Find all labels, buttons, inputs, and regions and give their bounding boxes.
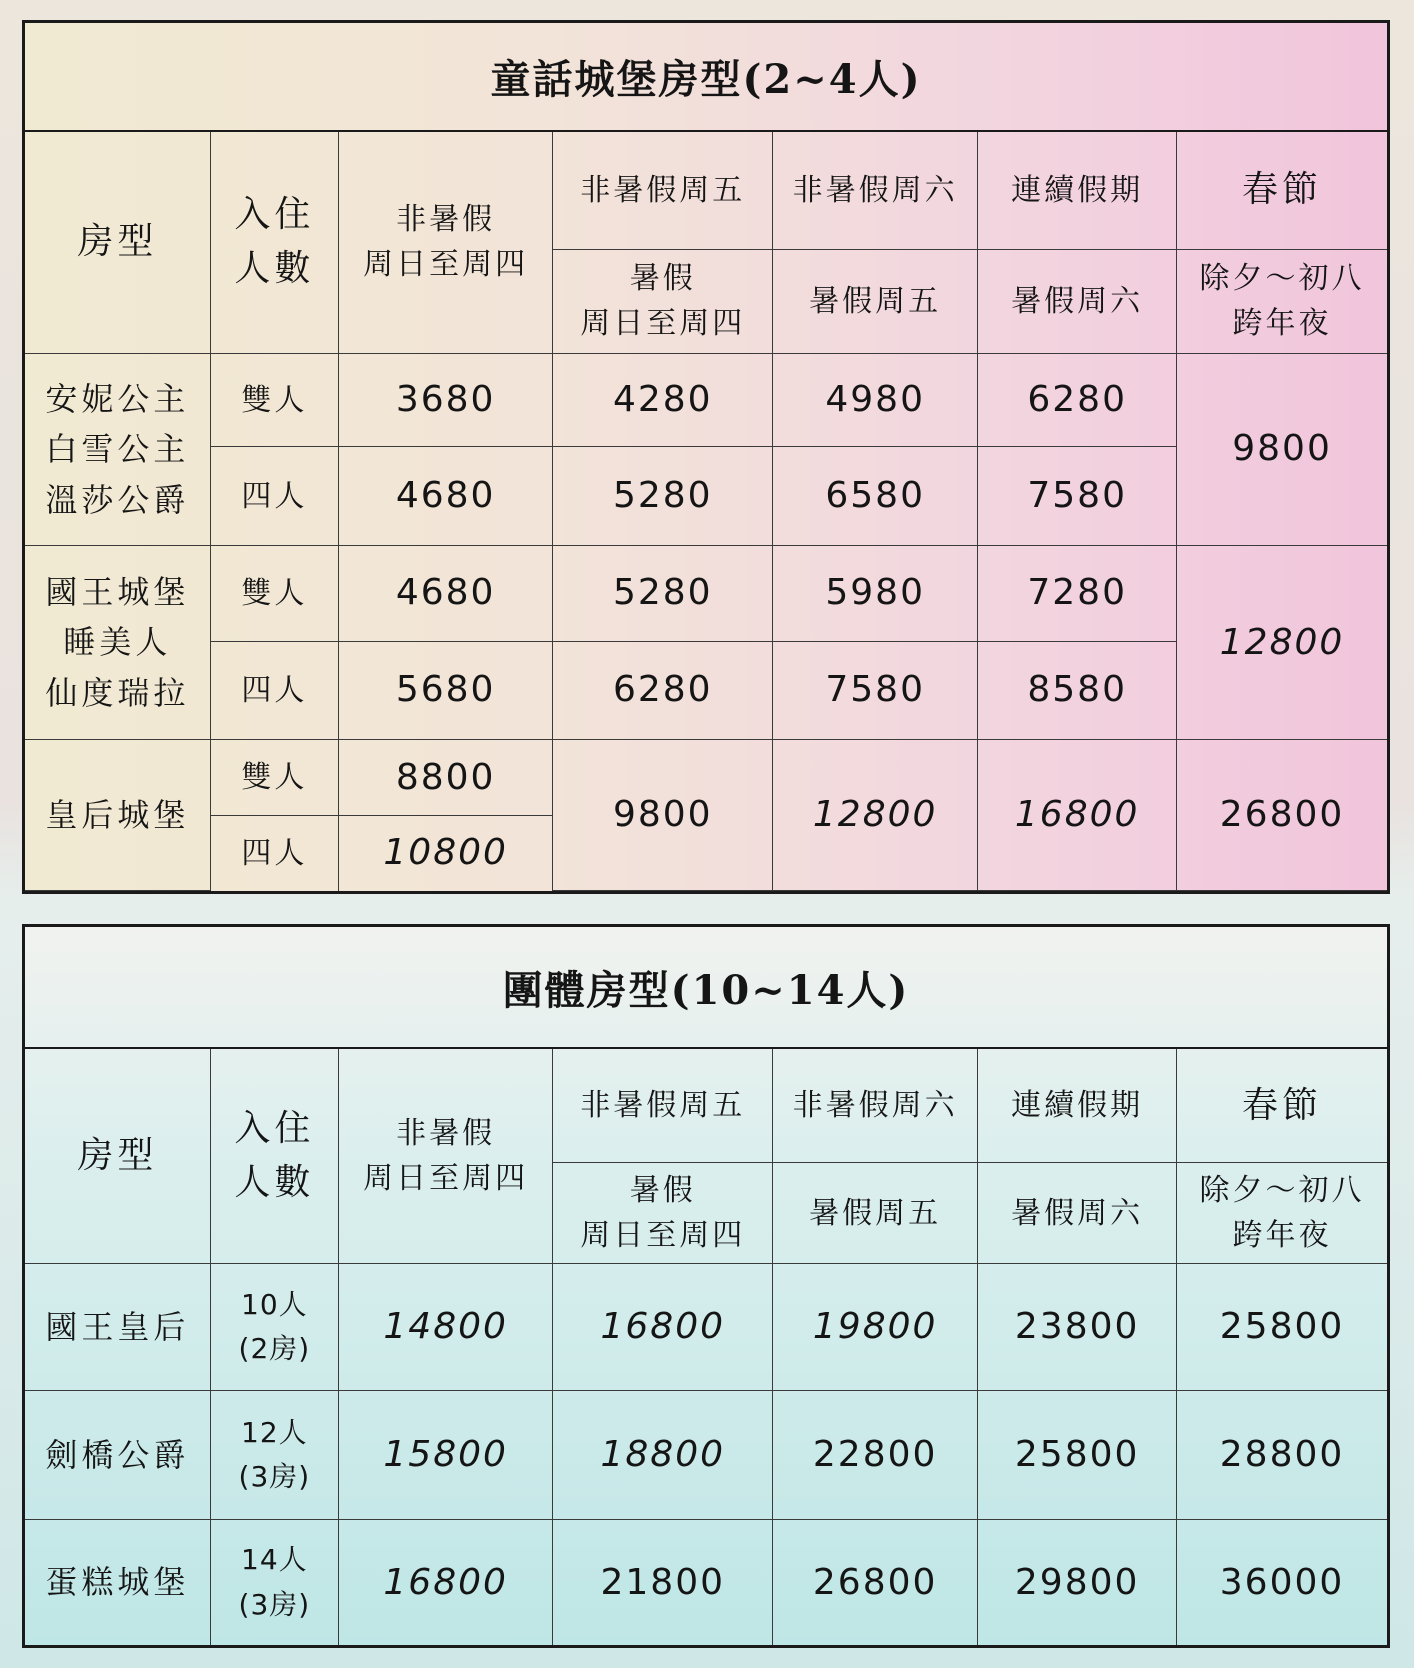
header-occupancy: 入住 人數 [210, 1048, 338, 1264]
room-name: 劍橋公爵 [25, 1391, 210, 1520]
occupancy: 雙人 [210, 546, 338, 642]
price: 5280 [553, 447, 773, 546]
table-row [25, 1520, 1387, 1645]
header-summer-friday: 暑假周五 [773, 1163, 978, 1264]
table-row [25, 1264, 1387, 1391]
price: 7280 [978, 546, 1177, 642]
header-occupancy: 入住 人數 [210, 131, 338, 353]
section-title: 團體房型(10~14人) [502, 966, 910, 1014]
price: 25800 [978, 1391, 1177, 1520]
price-spring-festival: 12800 [1177, 546, 1387, 740]
occupancy: 四人 [210, 641, 338, 740]
header-new-year: 除夕～初八 跨年夜 [1177, 249, 1387, 353]
section-title: 童話城堡房型(2~4人) [490, 56, 922, 103]
price: 28800 [1177, 1391, 1387, 1520]
price: 4980 [773, 353, 978, 447]
price-spring-festival: 9800 [1177, 353, 1387, 545]
price: 18800 [553, 1391, 773, 1520]
price: 19800 [773, 1264, 978, 1391]
price: 10800 [338, 816, 553, 891]
room-name: 國王皇后 [25, 1264, 210, 1391]
header-spring-festival: 春節 [1177, 131, 1387, 249]
price: 6280 [978, 353, 1177, 447]
occupancy: 10人 (2房) [210, 1264, 338, 1391]
header-summer-weekday: 暑假 周日至周四 [553, 249, 773, 353]
price-spring-festival: 26800 [1177, 740, 1387, 891]
occupancy: 雙人 [210, 353, 338, 447]
price: 12800 [773, 740, 978, 891]
price: 5980 [773, 546, 978, 642]
header-saturday: 非暑假周六 [773, 1048, 978, 1163]
price: 8580 [978, 641, 1177, 740]
header-room-type: 房型 [25, 131, 210, 353]
price: 25800 [1177, 1264, 1387, 1391]
price: 4680 [338, 447, 553, 546]
room-name: 蛋糕城堡 [25, 1520, 210, 1645]
occupancy: 四人 [210, 816, 338, 891]
occupancy: 14人 (3房) [210, 1520, 338, 1645]
price-grid [25, 130, 1387, 891]
header-long-holiday: 連續假期 [978, 1048, 1177, 1163]
price: 5680 [338, 641, 553, 740]
price-grid [25, 1047, 1387, 1645]
price: 15800 [338, 1391, 553, 1520]
price: 9800 [553, 740, 773, 891]
table-row [25, 740, 1387, 816]
price: 7580 [978, 447, 1177, 546]
header-summer-friday: 暑假周五 [773, 249, 978, 353]
header-weekday: 非暑假 周日至周四 [338, 131, 553, 353]
price: 4680 [338, 546, 553, 642]
header-summer-saturday: 暑假周六 [978, 249, 1177, 353]
header-summer-weekday: 暑假 周日至周四 [553, 1163, 773, 1264]
price: 14800 [338, 1264, 553, 1391]
occupancy: 12人 (3房) [210, 1391, 338, 1520]
table-row [25, 353, 1387, 447]
price: 16800 [978, 740, 1177, 891]
price: 16800 [338, 1520, 553, 1645]
price: 5280 [553, 546, 773, 642]
price: 21800 [553, 1520, 773, 1645]
price: 6580 [773, 447, 978, 546]
header-summer-saturday: 暑假周六 [978, 1163, 1177, 1264]
occupancy: 雙人 [210, 740, 338, 816]
table-row [25, 1391, 1387, 1520]
header-friday: 非暑假周五 [553, 1048, 773, 1163]
price: 8800 [338, 740, 553, 816]
occupancy: 四人 [210, 447, 338, 546]
header-saturday: 非暑假周六 [773, 131, 978, 249]
header-weekday: 非暑假 周日至周四 [338, 1048, 553, 1264]
price: 6280 [553, 641, 773, 740]
group-rooms-price-table [22, 924, 1390, 1648]
price: 23800 [978, 1264, 1177, 1391]
room-names: 安妮公主 白雪公主 溫莎公爵 [25, 353, 210, 545]
price: 3680 [338, 353, 553, 447]
price: 26800 [773, 1520, 978, 1645]
header-spring-festival: 春節 [1177, 1048, 1387, 1163]
price: 36000 [1177, 1520, 1387, 1645]
price: 16800 [553, 1264, 773, 1391]
header-friday: 非暑假周五 [553, 131, 773, 249]
header-new-year: 除夕～初八 跨年夜 [1177, 1163, 1387, 1264]
price: 7580 [773, 641, 978, 740]
price: 22800 [773, 1391, 978, 1520]
castle-rooms-price-table [22, 20, 1390, 894]
price: 4280 [553, 353, 773, 447]
table-row [25, 546, 1387, 642]
room-names: 皇后城堡 [25, 740, 210, 891]
header-room-type: 房型 [25, 1048, 210, 1264]
room-names: 國王城堡 睡美人 仙度瑞拉 [25, 546, 210, 740]
price: 29800 [978, 1520, 1177, 1645]
header-long-holiday: 連續假期 [978, 131, 1177, 249]
